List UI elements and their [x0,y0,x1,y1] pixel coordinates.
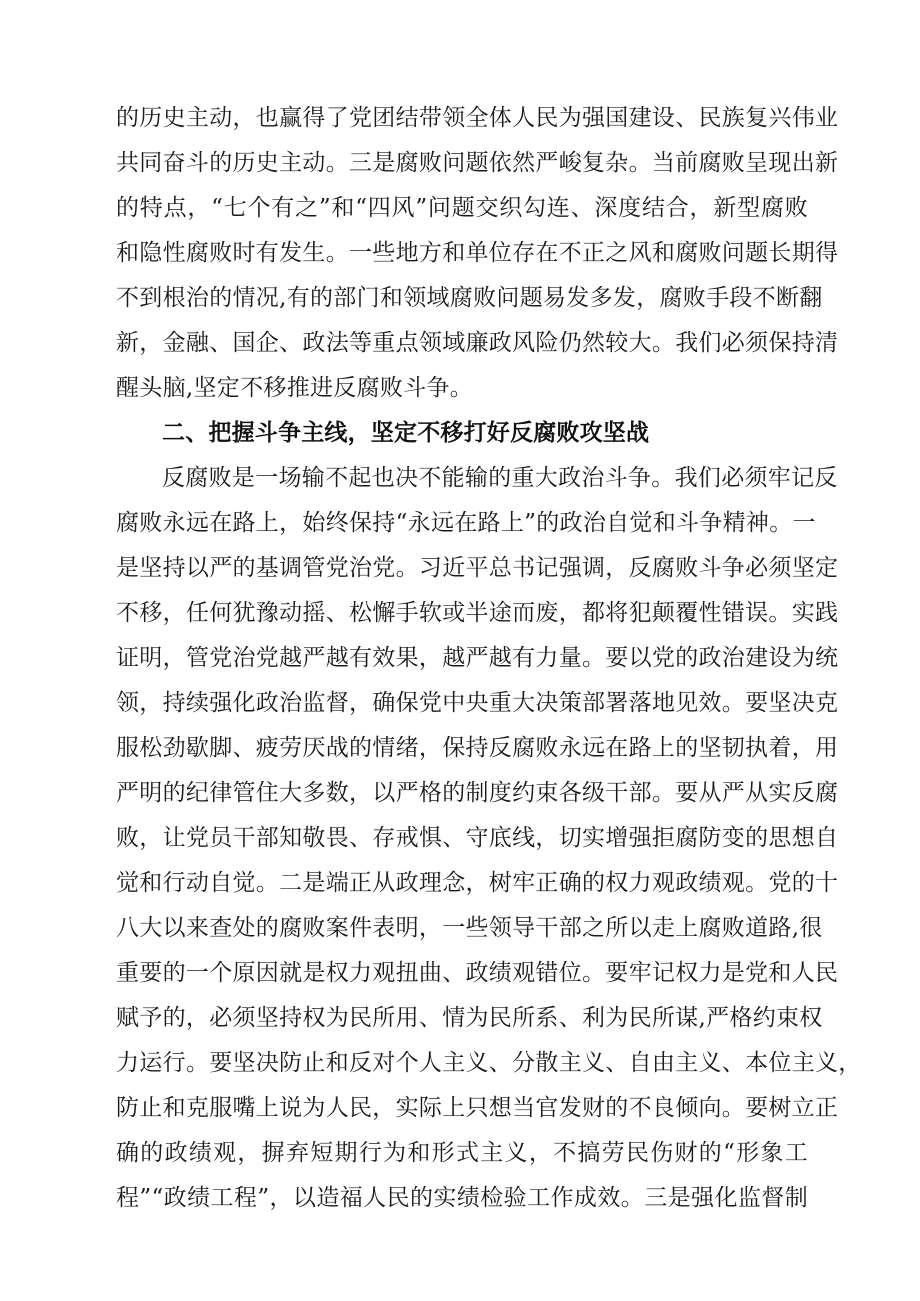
paragraph-line: 觉和行动自觉。二是端正从政理念，树牢正确的权力观政绩观。党的十 [116,870,839,896]
paragraph-line: 的历史主动，也赢得了党团结带领全体人民为强国建设、民族复兴伟业 [116,105,839,131]
paragraph-line: 不移，任何犹豫动摇、松懈手软或半途而废，都将犯颠覆性错误。实践 [116,600,839,626]
paragraph-line: 程”“政绩工程”，以造福人民的实绩检验工作成效。三是强化监督制 [116,1185,808,1211]
paragraph-line: 反腐败是一场输不起也决不能输的重大政治斗争。我们必须牢记反 [162,465,838,491]
paragraph-line: 新，金融、国企、政法等重点领域廉政风险仍然较大。我们必须保持清 [116,330,839,356]
paragraph-line: 共同奋斗的历史主动。三是腐败问题依然严峻复杂。当前腐败呈现出新 [116,150,839,176]
paragraph-line: 和隐性腐败时有发生。一些地方和单位存在不正之风和腐败问题长期得 [116,240,839,266]
paragraph-line: 败，让党员干部知敬畏、存戒惧、守底线，切实增强拒腐防变的思想自 [116,825,839,851]
paragraph-line: 的特点，“七个有之”和“四风”问题交织勾连、深度结合，新型腐败 [116,195,808,221]
paragraph-line: 重要的一个原因就是权力观扭曲、政绩观错位。要牢记权力是党和人民 [116,960,839,986]
paragraph-line: 八大以来查处的腐败案件表明，一些领导干部之所以走上腐败道路,很 [116,915,823,941]
paragraph-line: 证明，管党治党越严越有效果，越严越有力量。要以党的政治建设为统 [116,645,839,671]
paragraph-line: 确的政绩观，摒弃短期行为和形式主义，不搞劳民伤财的“形象工 [116,1140,808,1166]
paragraph-line: 严明的纪律管住大多数，以严格的制度约束各级干部。要从严从实反腐 [116,780,839,806]
paragraph-line: 醒头脑,坚定不移推进反腐败斗争。 [116,375,474,401]
section-heading: 二、把握斗争主线，坚定不移打好反腐败攻坚战 [162,420,650,446]
paragraph-line: 是坚持以严的基调管党治党。习近平总书记强调，反腐败斗争必须坚定 [116,555,839,581]
paragraph-line: 不到根治的情况,有的部门和领域腐败问题易发多发，腐败手段不断翻 [116,285,823,311]
paragraph-line: 赋予的，必须坚持权为民所用、情为民所系、利为民所谋,严格约束权 [116,1005,823,1031]
paragraph-line: 力运行。要坚决防止和反对个人主义、分散主义、自由主义、本位主义， [116,1050,862,1076]
paragraph-line: 服松劲歇脚、疲劳厌战的情绪，保持反腐败永远在路上的坚韧执着，用 [116,735,839,761]
paragraph-line: 防止和克服嘴上说为人民，实际上只想当官发财的不良倾向。要树立正 [116,1095,839,1121]
paragraph-line: 腐败永远在路上，始终保持“永远在路上”的政治自觉和斗争精神。一 [116,510,816,536]
paragraph-line: 领，持续强化政治监督，确保党中央重大决策部署落地见效。要坚决克 [116,690,839,716]
